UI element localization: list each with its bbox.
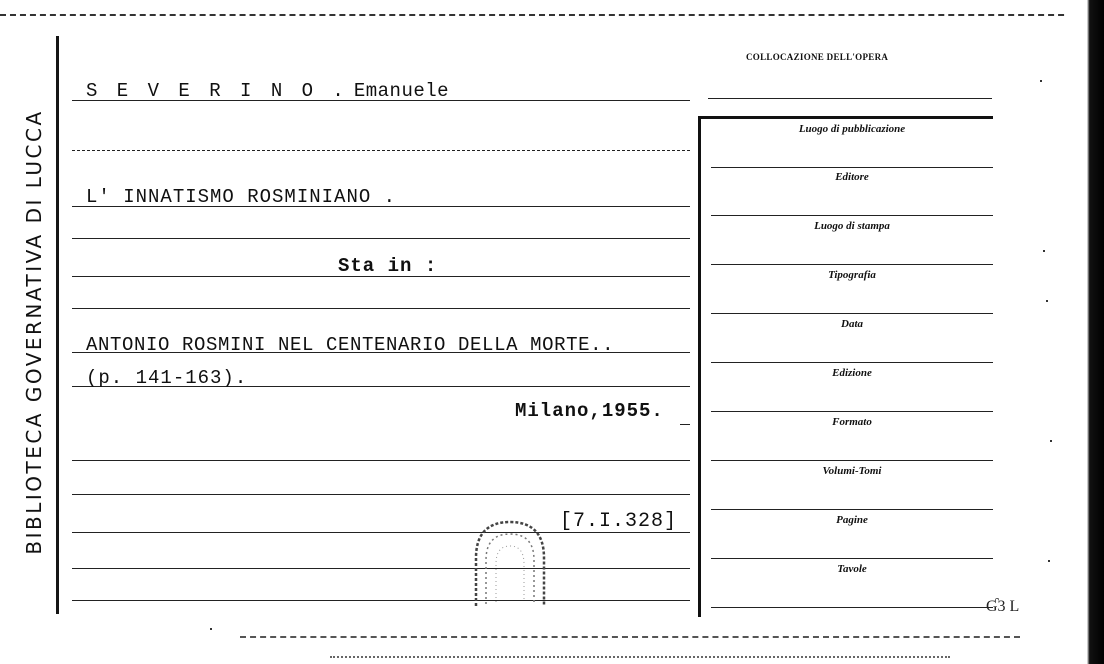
- author-surname: S E V E R I N O .: [86, 80, 348, 102]
- publication-fields-box: [698, 116, 993, 617]
- field-edizione: [711, 363, 993, 412]
- field-label: Volumi-Tomi: [822, 465, 882, 477]
- work-title: L' INNATISMO ROSMINIANO .: [86, 186, 397, 208]
- field-label: Edizione: [832, 367, 872, 379]
- page-range: (p. 141-163).: [86, 367, 248, 389]
- field-label: Luogo di pubblicazione: [798, 123, 906, 135]
- margin-line: [56, 36, 59, 614]
- top-edge: [0, 0, 1104, 16]
- speck: [1048, 560, 1050, 562]
- field-volumi-tomi: [711, 461, 993, 510]
- field-luogo-pubblicazione: [711, 119, 993, 168]
- field-label: Pagine: [836, 514, 868, 526]
- collocazione-header: COLLOCAZIONE DELL'OPERA: [746, 52, 889, 62]
- speck: [210, 628, 212, 630]
- institution-label: BIBLIOTECA GOVERNATIVA DI LUCCA: [22, 109, 46, 555]
- field-luogo-stampa: [711, 216, 993, 265]
- field-data: [711, 314, 993, 363]
- bottom-edge: [240, 636, 1020, 638]
- field-tipografia: [711, 265, 993, 314]
- speck: [1040, 80, 1042, 82]
- source-title: ANTONIO ROSMINI NEL CENTENARIO DELLA MORTE..: [86, 334, 615, 356]
- rule-line: [72, 238, 690, 239]
- speck: [1043, 250, 1045, 252]
- bottom-edge: [330, 656, 950, 658]
- field-label: Luogo di stampa: [814, 220, 890, 232]
- place-year: Milano,1955.: [515, 400, 664, 422]
- scan-edge-strip: [1066, 0, 1104, 664]
- field-editore: [711, 167, 993, 216]
- field-formato: [711, 412, 993, 461]
- rule-line: [72, 308, 690, 309]
- sta-in-label: Sta in :: [338, 255, 438, 277]
- field-tavole: [711, 559, 993, 608]
- field-label: Tavole: [837, 563, 867, 575]
- field-label: Editore: [835, 171, 869, 183]
- speck: [1046, 300, 1048, 302]
- rule-line: [72, 150, 690, 151]
- rule-line: [680, 424, 690, 425]
- rule-line: [72, 568, 690, 569]
- rule-line: [72, 460, 690, 461]
- field-label: Data: [841, 318, 863, 330]
- field-label: Tipografia: [828, 269, 876, 281]
- corner-mark: Ɠ3 L: [986, 598, 1020, 615]
- collocazione-rule: [708, 98, 992, 99]
- speck: [1050, 440, 1052, 442]
- field-pagine: [711, 510, 993, 559]
- rule-line: [72, 494, 690, 495]
- author-given-name: Emanuele: [353, 80, 450, 102]
- author-name: [86, 80, 449, 102]
- field-label: Formato: [832, 416, 872, 428]
- call-number: [7.I.328]: [560, 510, 678, 533]
- rule-line: [72, 600, 690, 601]
- library-stamp: [468, 514, 552, 610]
